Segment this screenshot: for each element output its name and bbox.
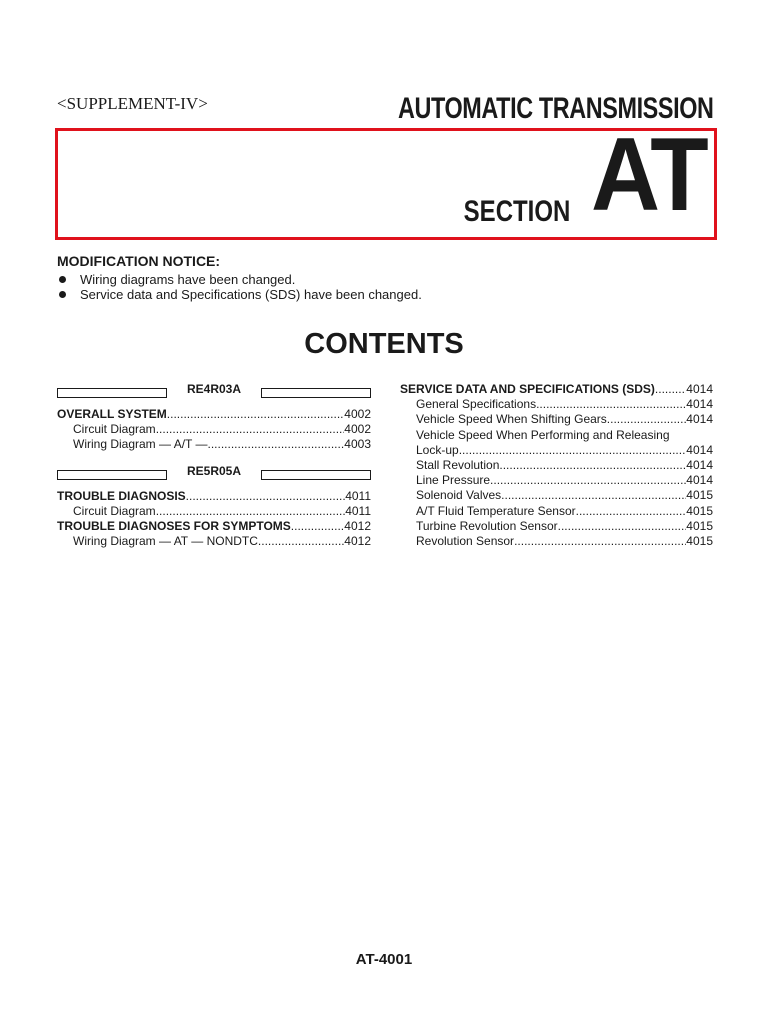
toc-entry-label: Revolution Sensor — [416, 533, 515, 548]
page-number: AT-4001 — [355, 951, 413, 968]
toc-entry-label: Stall Revolution — [416, 457, 500, 472]
contents-title: CONTENTS — [304, 328, 464, 360]
toc-entry-page: 4014 — [686, 412, 713, 427]
toc-entry-solenoid-valves[interactable] — [400, 488, 713, 503]
toc-entry-page: 4014 — [686, 382, 713, 396]
toc-entry-label: Lock-up — [416, 442, 459, 457]
bullet-icon — [59, 276, 66, 283]
notice-item-text: Wiring diagrams have been changed. — [80, 272, 296, 287]
toc-entry-label: Solenoid Valves — [416, 488, 502, 503]
modification-notice-heading: MODIFICATION NOTICE: — [57, 253, 221, 269]
toc-entry-label: OVERALL SYSTEM — [57, 407, 167, 421]
toc-entry-circuit-diagram[interactable] — [57, 422, 371, 437]
toc-entry-wiring-diagram-nondtc[interactable] — [57, 534, 371, 549]
toc-entry-fluid-temperature-sensor[interactable] — [400, 504, 713, 519]
model-label: RE4R03A — [186, 382, 242, 396]
toc-left-column — [57, 382, 371, 549]
modification-notice-list — [57, 272, 422, 302]
toc-entry-vehicle-speed-shifting[interactable] — [400, 412, 713, 427]
toc-entry-label: Line Pressure — [416, 473, 491, 488]
toc-entry-page: 4012 — [344, 534, 371, 549]
toc-entry-page: 4003 — [344, 437, 371, 452]
toc-entry-stall-revolution[interactable] — [400, 458, 713, 473]
toc-entry-label: Circuit Diagram — [73, 503, 156, 518]
toc-entry-label: A/T Fluid Temperature Sensor — [416, 503, 576, 518]
toc-entry-wiring-diagram[interactable] — [57, 437, 371, 452]
section-word: SECTION — [463, 195, 570, 228]
toc-entry-line-pressure[interactable] — [400, 473, 713, 488]
toc-entry-label: Circuit Diagram — [73, 422, 156, 437]
toc-entry-page: 4014 — [686, 442, 713, 457]
toc-entry-turbine-revolution-sensor[interactable] — [400, 519, 713, 534]
toc-entry-trouble-diagnoses-symptoms[interactable] — [57, 519, 371, 534]
toc-entry-circuit-diagram[interactable] — [57, 504, 371, 519]
toc-entry-page: 4014 — [686, 473, 713, 488]
toc-entry-page: 4015 — [686, 488, 713, 503]
bullet-icon — [59, 291, 66, 298]
model-bar-box — [261, 470, 371, 480]
toc-entry-page: 4002 — [344, 407, 371, 421]
toc-entry-page: 4015 — [686, 518, 713, 533]
toc-right-column — [400, 382, 713, 549]
model-header-re4r03a — [57, 382, 371, 398]
model-header-re5r05a — [57, 464, 371, 480]
toc-entry-label: Vehicle Speed When Shifting Gears — [416, 412, 607, 427]
toc-entry-label: TROUBLE DIAGNOSIS — [57, 488, 186, 503]
supplement-label: <SUPPLEMENT-IV> — [57, 94, 208, 113]
toc-entry-overall-system[interactable] — [57, 407, 371, 422]
toc-entry-sds[interactable] — [400, 382, 713, 397]
toc-entry-page: 4011 — [345, 488, 371, 503]
toc-entry-page: 4014 — [686, 397, 713, 412]
toc-entry-revolution-sensor[interactable] — [400, 534, 713, 549]
model-label: RE5R05A — [186, 463, 242, 478]
section-code: AT — [591, 117, 706, 233]
toc-entry-page: 4011 — [345, 503, 371, 518]
toc-entry-page: 4015 — [686, 503, 713, 518]
toc-entry-page: 4014 — [686, 457, 713, 472]
toc-entry-lockup[interactable] — [400, 443, 713, 458]
toc-entry-label: TROUBLE DIAGNOSES FOR SYMPTOMS — [57, 518, 291, 533]
toc-entry-page: 4002 — [344, 422, 371, 437]
toc-entry-label: Turbine Revolution Sensor — [416, 518, 558, 533]
model-bar-box — [261, 388, 371, 398]
toc-entry-label: SERVICE DATA AND SPECIFICATIONS (SDS) — [400, 382, 655, 396]
notice-item — [57, 272, 422, 287]
toc-entry-label: Wiring Diagram — AT — NONDTC — [73, 534, 258, 549]
toc-entry-general-specifications[interactable] — [400, 397, 713, 412]
toc-entry-label: Wiring Diagram — A/T — — [73, 437, 208, 452]
toc-entry-page: 4015 — [686, 533, 713, 548]
toc-entry-lockup-line1[interactable]: Vehicle Speed When Performing and Releasing — [416, 427, 670, 442]
page-title: AUTOMATIC TRANSMISSION — [398, 92, 714, 125]
toc-entry-trouble-diagnosis[interactable] — [57, 489, 371, 504]
notice-item-text: Service data and Specifications (SDS) have been changed. — [80, 287, 422, 302]
toc-entry-page: 4012 — [344, 518, 371, 533]
section-banner — [55, 117, 717, 240]
notice-item — [57, 287, 422, 302]
toc-entry-label: General Specifications — [416, 397, 537, 412]
